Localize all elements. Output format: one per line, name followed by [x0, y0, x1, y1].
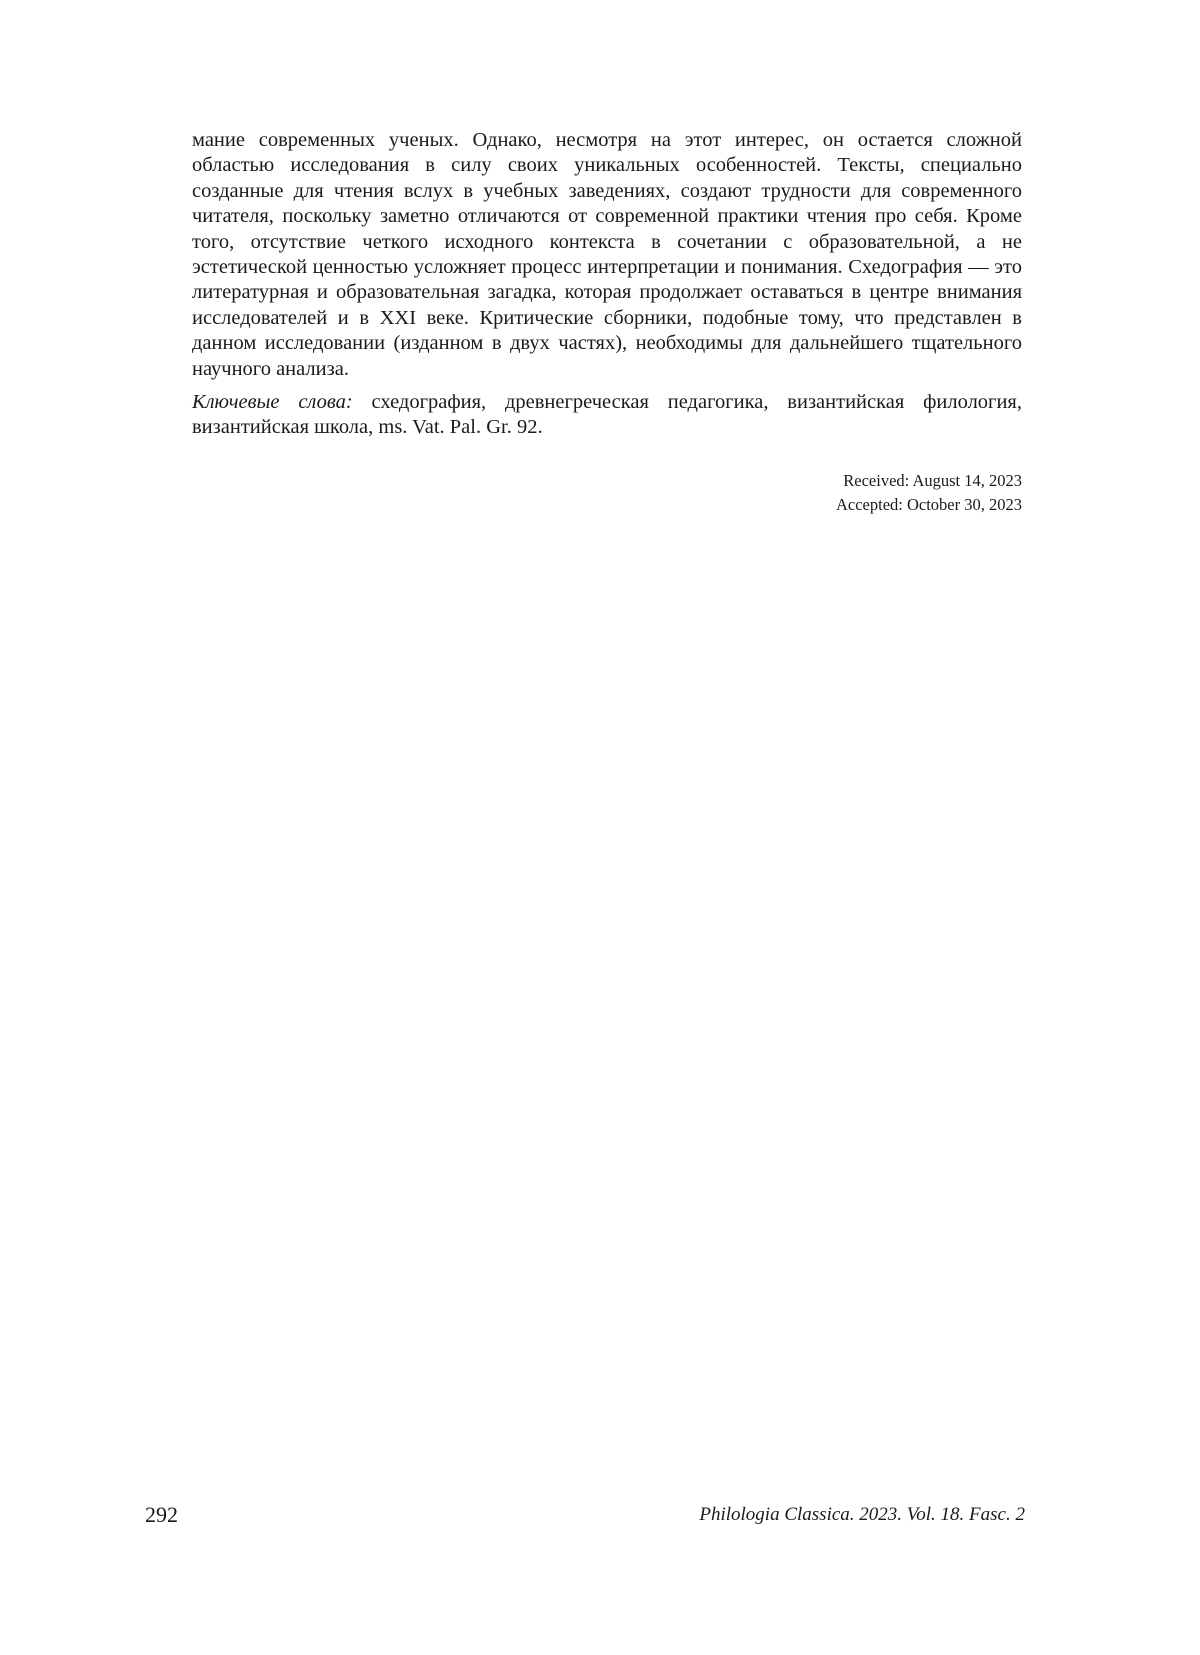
- submission-dates: [192, 469, 1022, 517]
- keywords-text: схедография, древнегреческая педагогика, византийская филология, византийская школа, ms. Vat. Pal. Gr. 92.: [192, 391, 1022, 439]
- page-number: 292: [145, 1502, 178, 1527]
- keywords-paragraph: [192, 390, 1022, 441]
- keywords-label: Ключевые слова:: [192, 391, 353, 414]
- accepted-date: Accepted: October 30, 2023: [835, 494, 1022, 514]
- received-date: Received: August 14, 2023: [843, 470, 1022, 490]
- journal-reference: Philologia Classica. 2023. Vol. 18. Fasc. 2: [699, 1504, 1025, 1525]
- abstract-paragraph: мание современных ученых. Однако, несмотря на этот интерес, он остается сложной областью исследования в силу своих уникальных особенностей. Тексты, специально созданные для чтения вслух в учебных заведениях, создают трудности для современного читателя, поскольку заметно отличаются от современной практики чтения про себя. Кроме того, отсутствие четкого исходного контекста в сочетании с образовательной, а не эстетической ценностью усложняет процесс интерпретации и понимания. Схедография — это литературная и образовательная загадка, которая продолжает оставаться в центре внимания исследователей и в XXI веке. Критические сборники, подобные тому, что представлен в данном исследовании (изданном в двух частях), необходимы для дальнейшего тщательного научного анализа.: [192, 129, 1022, 380]
- page-footer: [145, 1502, 1025, 1532]
- article-body: [192, 128, 1022, 517]
